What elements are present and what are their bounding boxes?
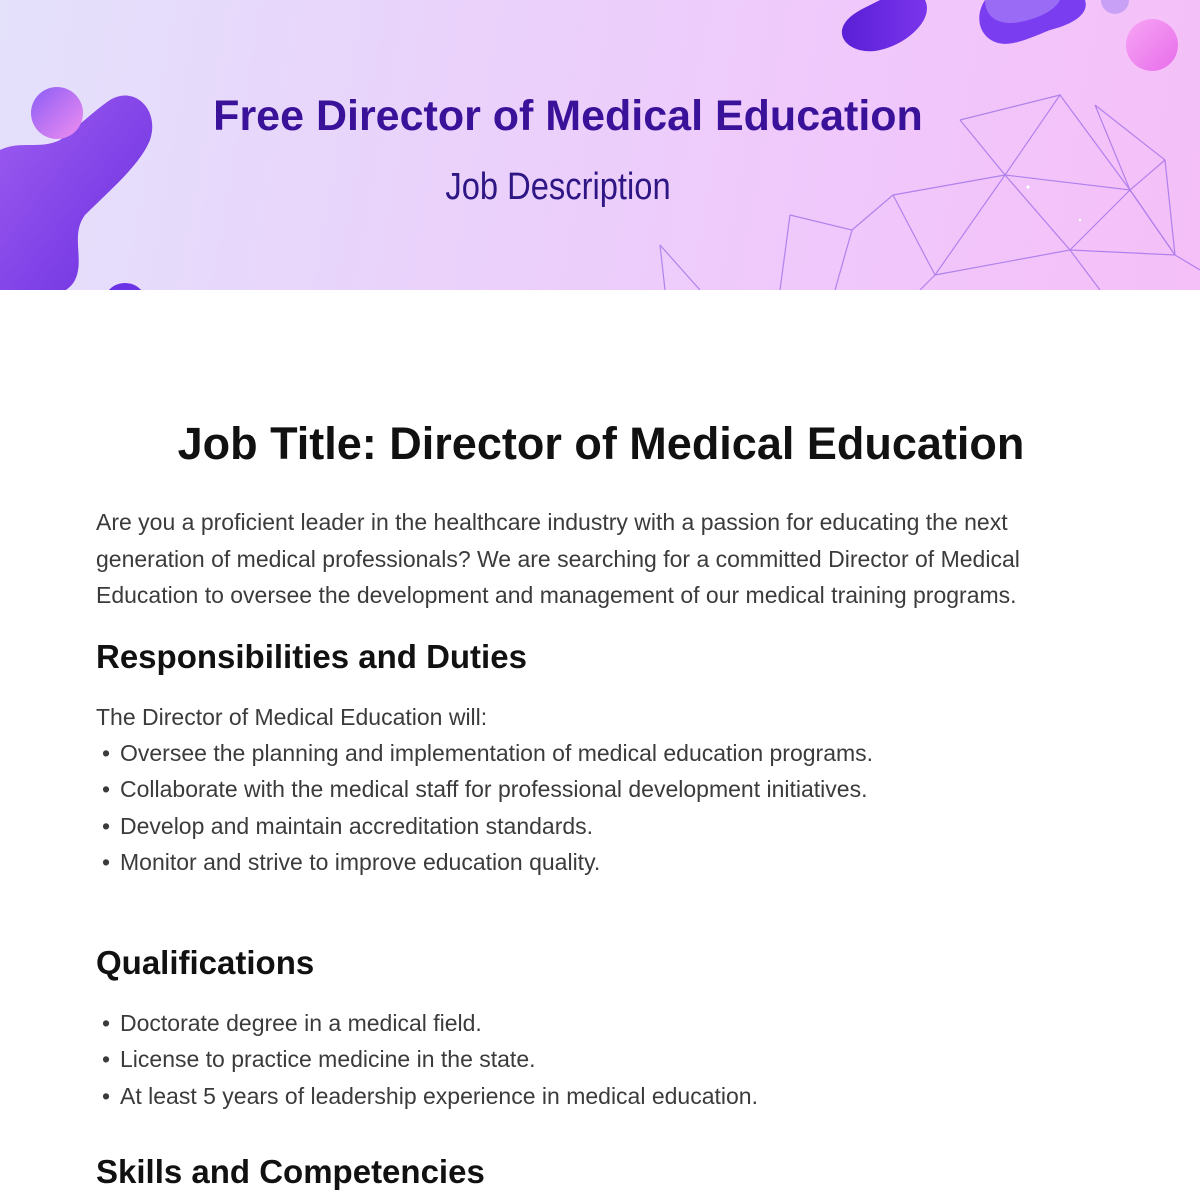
list-item-text: Oversee the planning and implementation of medical education programs. bbox=[120, 740, 874, 766]
circle-bottom-shape bbox=[103, 283, 147, 290]
list-item-text: License to practice medicine in the state. bbox=[120, 1046, 536, 1073]
list-item bbox=[96, 771, 1106, 807]
list-item bbox=[96, 1078, 1106, 1114]
list-item-text: Develop and maintain accreditation standards. bbox=[120, 812, 594, 839]
banner-subtitle: Job Description bbox=[445, 166, 671, 208]
qualifications-list bbox=[96, 1005, 1106, 1114]
list-item-text: At least 5 years of leadership experience in medical education. bbox=[120, 1082, 758, 1109]
skills-heading: Skills and Competencies bbox=[96, 1153, 485, 1191]
list-item bbox=[96, 735, 1106, 771]
bullet-icon: • bbox=[102, 776, 111, 803]
list-item bbox=[96, 808, 1106, 844]
document-body bbox=[96, 414, 1106, 1192]
responsibilities-heading: Responsibilities and Duties bbox=[96, 637, 527, 675]
intro-paragraph: Are you a proficient leader in the healthcare industry with a passion for educating the next generation of medical professionals? We are searching for a committed Director of Medical Education to oversee the development and management of our medical training programs. bbox=[96, 509, 1020, 608]
list-item-text: Doctorate degree in a medical field. bbox=[120, 1010, 482, 1037]
qualifications-section bbox=[96, 943, 1106, 1114]
banner-title: Free Director of Medical Education bbox=[213, 92, 923, 140]
bullet-icon: • bbox=[102, 740, 111, 766]
list-item bbox=[96, 1041, 1106, 1077]
circle-pink-shape bbox=[1126, 19, 1178, 71]
bullet-icon: • bbox=[102, 1082, 111, 1109]
responsibilities-list bbox=[96, 735, 1106, 880]
bullet-icon: • bbox=[102, 848, 111, 875]
list-item-text: Monitor and strive to improve education quality. bbox=[120, 848, 601, 875]
bullet-icon: • bbox=[102, 1046, 111, 1073]
qualifications-heading: Qualifications bbox=[96, 944, 315, 982]
list-item-text: Collaborate with the medical staff for professional development initiatives. bbox=[120, 776, 868, 803]
job-title: Job Title: Director of Medical Education bbox=[177, 418, 1025, 469]
responsibilities-lead: The Director of Medical Education will: bbox=[96, 703, 488, 730]
capsule-top-shape bbox=[842, 0, 927, 51]
list-item bbox=[96, 1005, 1106, 1041]
bullet-icon: • bbox=[102, 1010, 111, 1037]
banner-decoration bbox=[0, 0, 1200, 290]
header-banner bbox=[0, 0, 1200, 290]
list-item bbox=[96, 844, 1106, 880]
bullet-icon: • bbox=[102, 812, 111, 839]
skills-section bbox=[96, 1152, 1106, 1192]
responsibilities-section bbox=[96, 637, 1106, 881]
